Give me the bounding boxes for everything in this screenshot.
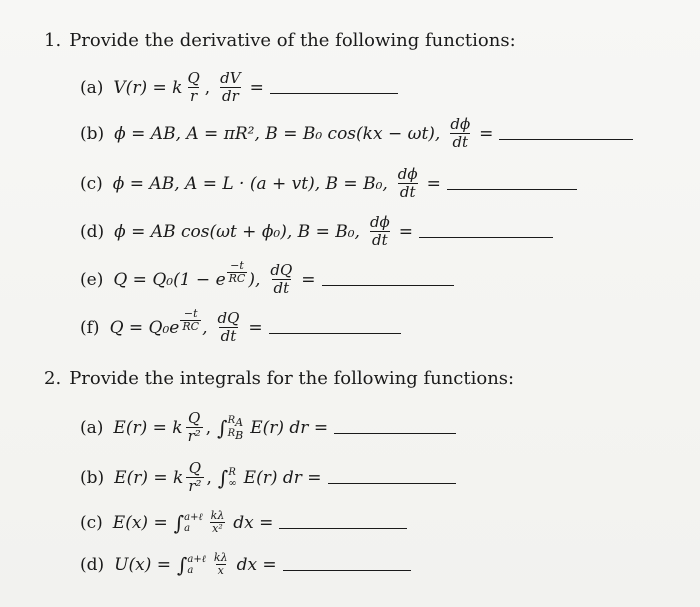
question-label: (a) bbox=[80, 77, 104, 98]
question-1e: (e) Q = Q₀(1 − e $\frac{-t}{RC}$ ), $\frac{dQ}{dt}$ = bbox=[80, 262, 454, 297]
expression: E(r) = k bbox=[114, 467, 184, 488]
derivative-fraction: $\frac{d\phi}{dt}$ bbox=[369, 213, 390, 249]
answer-blank[interactable] bbox=[283, 570, 411, 571]
derivative-fraction: $\frac{d\phi}{dt}$ bbox=[450, 115, 471, 151]
expression: E(r) = k bbox=[113, 417, 183, 438]
integral-sign: ∫ bbox=[217, 465, 229, 490]
question-1c: (c) ϕ = AB, A = L · (a + vt), B = B₀, $\frac{d\phi}{dt}$ = bbox=[80, 166, 577, 201]
section2-heading bbox=[44, 368, 514, 390]
section1-heading bbox=[44, 30, 516, 52]
integrand: dx = bbox=[233, 512, 274, 533]
fraction: $\frac{Q}{r}$ bbox=[187, 69, 200, 105]
derivative-fraction: $\frac{dQ}{dt}$ bbox=[217, 309, 240, 345]
expression: U(x) = bbox=[114, 554, 171, 575]
answer-blank[interactable] bbox=[322, 285, 454, 286]
integral-sign: ∫ bbox=[176, 552, 188, 577]
question-label: (d) bbox=[80, 221, 105, 242]
question-label: (f) bbox=[80, 317, 100, 338]
section2-number: 2. bbox=[44, 368, 62, 389]
expression: Q = Q₀(1 − e bbox=[113, 269, 226, 290]
expression: Q = Q₀e bbox=[109, 317, 180, 338]
answer-blank[interactable] bbox=[447, 189, 577, 190]
answer-blank[interactable] bbox=[269, 333, 401, 334]
integral-sign: ∫ bbox=[217, 415, 228, 440]
derivative-fraction: $\frac{d\phi}{dt}$ bbox=[397, 165, 418, 201]
expression: ϕ = AB cos(ωt + ϕ₀), B = B₀, bbox=[114, 221, 360, 242]
question-1a: (a) V(r) = k $\frac{Q}{r}$ , $\frac{dV}{dr}$ = bbox=[80, 70, 398, 105]
question-label: (e) bbox=[80, 269, 104, 290]
exponent-fraction: $\frac{-t}{RC}$ bbox=[182, 307, 200, 333]
question-2d bbox=[80, 552, 411, 577]
question-label: (d) bbox=[80, 554, 105, 575]
answer-blank[interactable] bbox=[328, 483, 456, 484]
question-1b: (b) ϕ = AB, A = πR², B = B₀ cos(kx − ωt), $\frac{d\phi}{dt}$ = bbox=[80, 116, 633, 151]
question-label: (c) bbox=[80, 173, 103, 194]
question-2c bbox=[80, 510, 407, 535]
question-label: (b) bbox=[80, 123, 105, 144]
section1-title: Provide the derivative of the following functions: bbox=[69, 30, 516, 51]
expression: ϕ = AB, A = πR², B = B₀ cos(kx − ωt), bbox=[114, 123, 441, 144]
answer-blank[interactable] bbox=[270, 93, 398, 94]
derivative-fraction: $\frac{dV}{dr}$ bbox=[220, 69, 241, 105]
question-1d: (d) ϕ = AB cos(ωt + ϕ₀), B = B₀, $\frac{d\phi}{dt}$ = bbox=[80, 214, 553, 249]
question-2b: (b) E(r) = k $\frac{Q}{\text{r²}}$ , ∫ R ∞ E(r) dr = bbox=[80, 460, 456, 495]
expression: E(x) = bbox=[112, 512, 168, 533]
integral-limits: a+ℓ a bbox=[187, 553, 206, 576]
fraction: $\frac{Q}{\text{r²}}$ bbox=[188, 459, 202, 495]
derivative-fraction: $\frac{dQ}{dt}$ bbox=[270, 261, 293, 297]
integrand-fraction: $\frac{k\lambda}{\text{x²}}$ bbox=[210, 509, 225, 535]
section1-number: 1. bbox=[44, 30, 62, 51]
question-label: (a) bbox=[80, 417, 104, 438]
answer-blank[interactable] bbox=[419, 237, 553, 238]
answer-blank[interactable] bbox=[499, 139, 633, 140]
section2-title: Provide the integrals for the following functions: bbox=[69, 368, 515, 389]
integrand: E(r) dr = bbox=[250, 417, 329, 438]
fraction: $\frac{Q}{\text{r²}}$ bbox=[187, 409, 201, 445]
integral-limits: RA RB bbox=[227, 414, 244, 442]
integrand-fraction: $\frac{k\lambda}{x}$ bbox=[213, 551, 228, 577]
answer-blank[interactable] bbox=[334, 433, 456, 434]
question-label: (c) bbox=[80, 512, 103, 533]
integral-limits: R ∞ bbox=[228, 466, 237, 489]
integrand: dx = bbox=[236, 554, 277, 575]
answer-blank[interactable] bbox=[279, 528, 407, 529]
question-label: (b) bbox=[80, 467, 105, 488]
integrand: E(r) dr = bbox=[243, 467, 322, 488]
integral-limits: a+ℓ a bbox=[184, 511, 203, 534]
question-1f: (f) Q = Q₀e $\frac{-t}{RC}$ , $\frac{dQ}{dt}$ = bbox=[80, 310, 401, 345]
expression: V(r) = k bbox=[113, 77, 183, 98]
question-2a: (a) E(r) = k $\frac{Q}{\text{r²}}$ , ∫ RA RB E(r) dr = bbox=[80, 410, 456, 445]
integral-sign: ∫ bbox=[173, 510, 185, 535]
expression: ϕ = AB, A = L · (a + vt), B = B₀, bbox=[112, 173, 388, 194]
exponent-fraction: $\frac{-t}{RC}$ bbox=[228, 259, 246, 285]
